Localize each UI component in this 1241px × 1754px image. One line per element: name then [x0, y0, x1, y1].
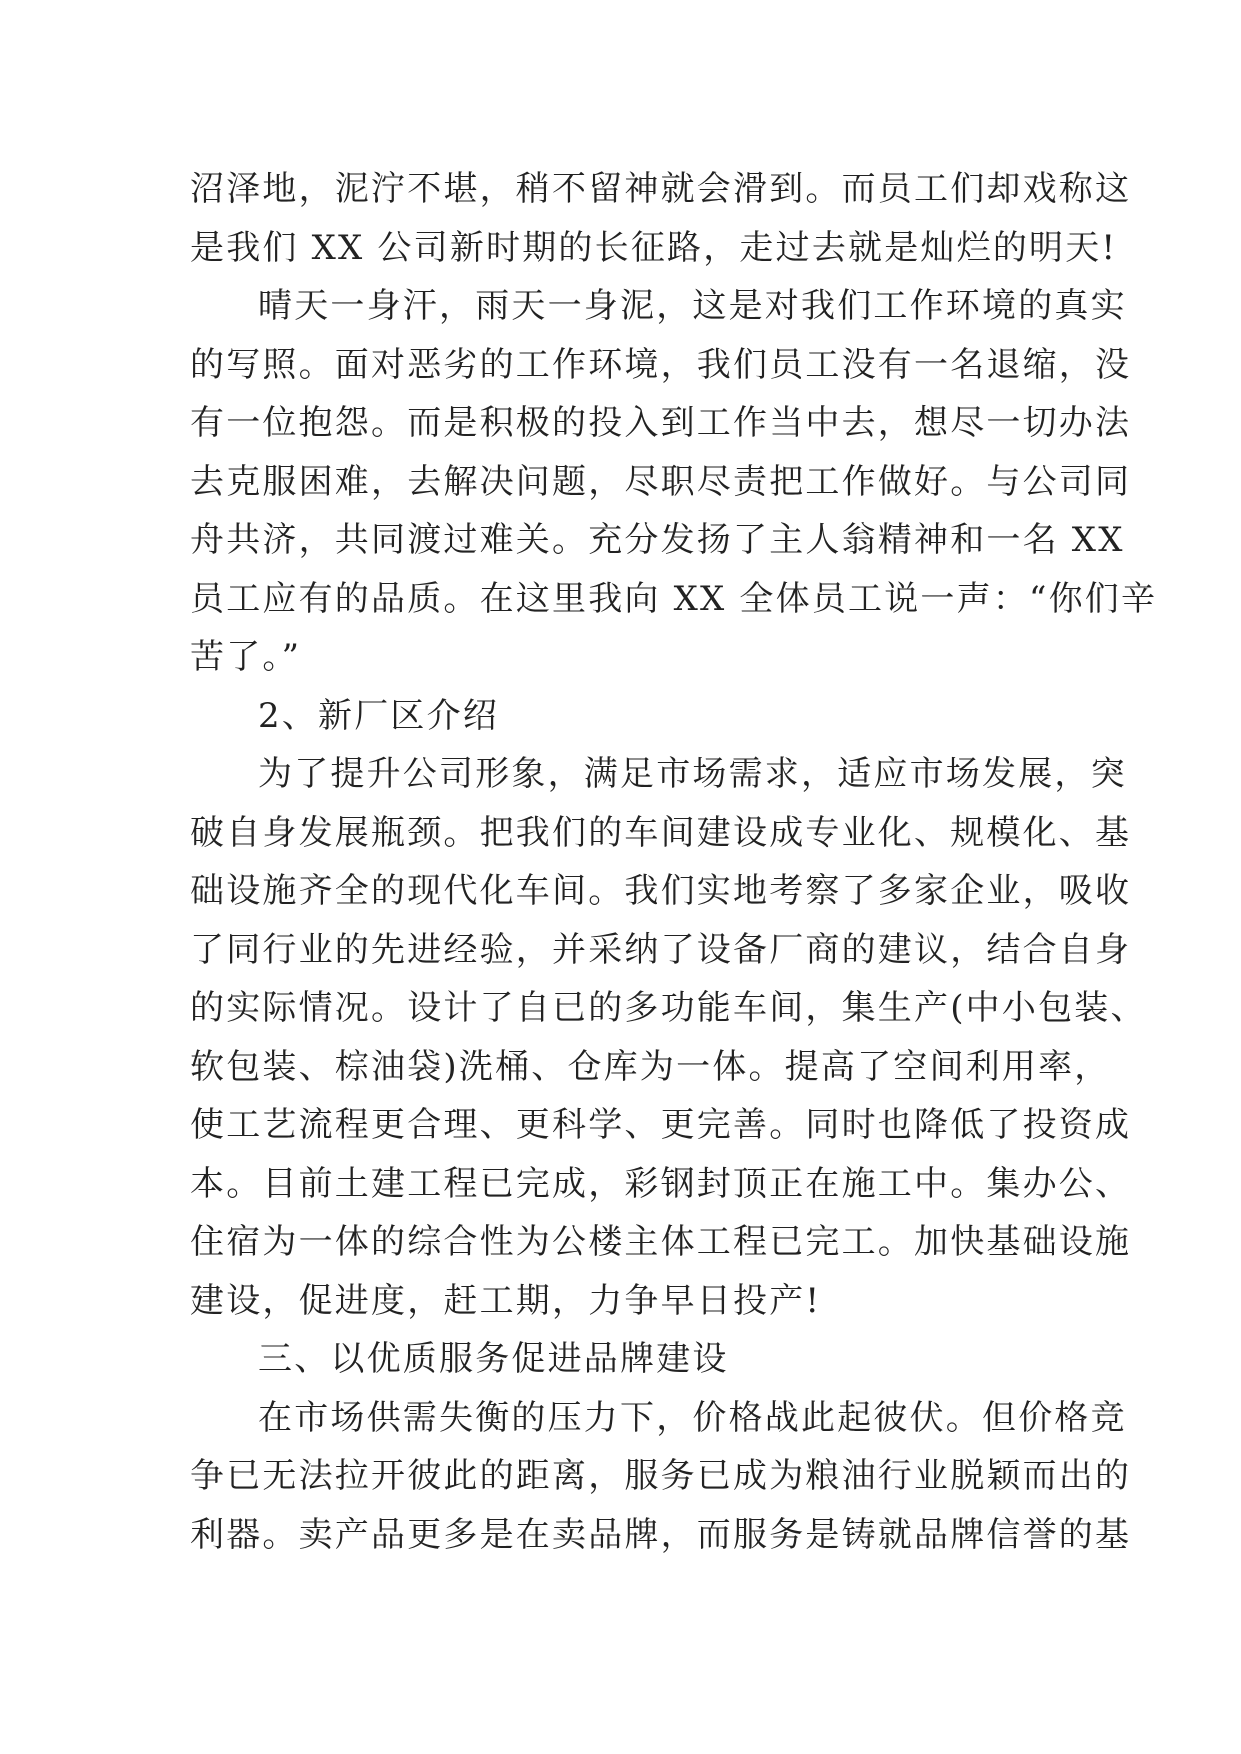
text-line: 在市场供需失衡的压力下，价格战此起彼伏。但价格竞: [258, 1397, 1127, 1438]
text-line: 的写照。面对恶劣的工作环境，我们员工没有一名退缩，没: [190, 344, 1132, 385]
text-line: 利器。卖产品更多是在卖品牌，而服务是铸就品牌信誉的基: [190, 1514, 1132, 1555]
text-line: 软包装、棕油袋)洗桶、仓库为一体。提高了空间利用率，: [190, 1046, 1111, 1087]
text-line: 了同行业的先进经验，并采纳了设备厂商的建议，结合自身: [190, 929, 1132, 970]
text-line: 础设施齐全的现代化车间。我们实地考察了多家企业，吸收: [190, 871, 1132, 911]
text-line: 晴天一身汗，雨天一身泥，这是对我们工作环境的真实: [258, 286, 1127, 326]
text-line: 为了提升公司形象，满足市场需求，适应市场发展，突: [258, 754, 1127, 794]
text-line: 争已无法拉开彼此的距离，服务已成为粮油行业脱颖而出的: [190, 1456, 1132, 1496]
text-line: 使工艺流程更合理、更科学、更完善。同时也降低了投资成: [190, 1105, 1132, 1145]
text-line: 三、以优质服务促进品牌建设: [258, 1339, 729, 1379]
text-line: 沼泽地，泥泞不堪，稍不留神就会滑到。而员工们却戏称这: [190, 169, 1132, 209]
document-body: [190, 160, 1158, 1564]
text-line: 住宿为一体的综合性为公楼主体工程已完工。加快基础设施: [190, 1222, 1132, 1262]
text-line: 建设，促进度，赶工期，力争早日投产!: [190, 1280, 822, 1321]
text-line: 是我们 XX 公司新时期的长征路，走过去就是灿烂的明天!: [190, 227, 1118, 268]
text-line: 员工应有的品质。在这里我向 XX 全体员工说一声：“你们辛: [190, 578, 1158, 619]
text-line: 本。目前土建工程已完成，彩钢封顶正在施工中。集办公、: [190, 1163, 1132, 1204]
text-line: 苦了。”: [190, 637, 302, 677]
text-line: 的实际情况。设计了自已的多功能车间，集生产(中小包装、: [190, 988, 1147, 1028]
text-line: 破自身发展瓶颈。把我们的车间建设成专业化、规模化、基: [190, 812, 1132, 853]
text-line: 去克服困难，去解决问题，尽职尽责把工作做好。与公司同: [190, 461, 1132, 502]
text-line: 2、新厂区介绍: [258, 695, 500, 736]
text-line: 舟共济，共同渡过难关。充分发扬了主人翁精神和一名 XX: [190, 520, 1125, 560]
text-line: 有一位抱怨。而是积极的投入到工作当中去，想尽一切办法: [190, 403, 1132, 443]
